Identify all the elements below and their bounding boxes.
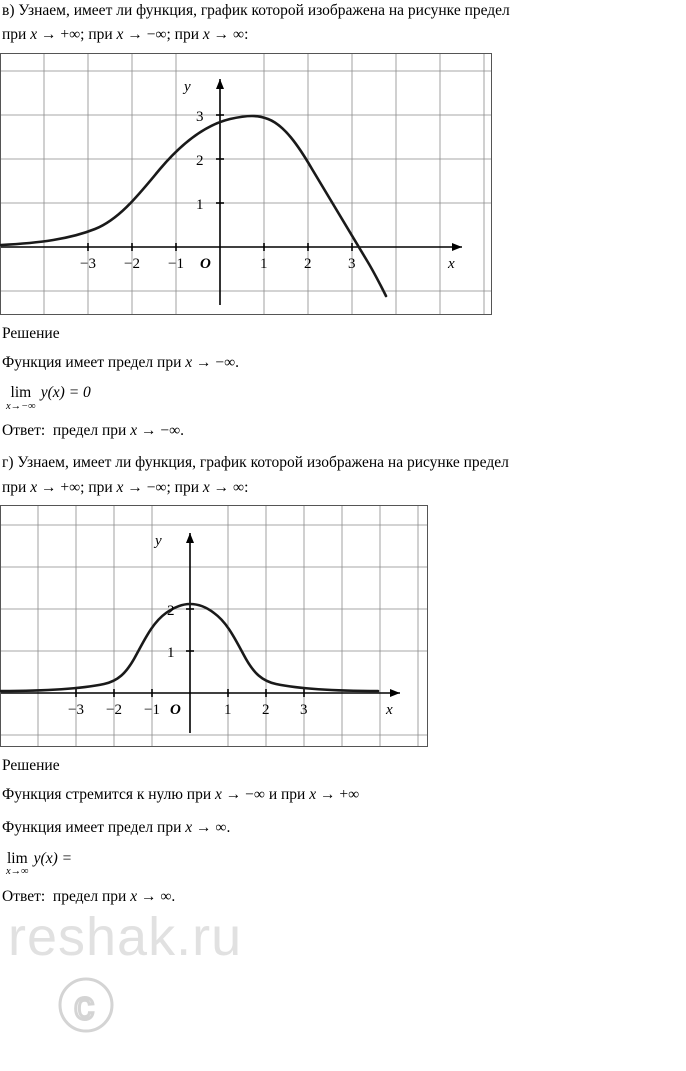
problem-v-line1: в) Узнаем, имеет ли функция, график которой изображена на рисунке предел: [2, 2, 510, 19]
xtick-3: 3: [348, 255, 356, 272]
ytick-1: 1: [167, 645, 175, 662]
solution-g-heading: Решение: [2, 757, 60, 775]
solution-v-line1: Функция имеет предел при x → −∞.: [2, 353, 240, 371]
xtick-3: 3: [300, 702, 308, 719]
solution-g-line1: Функция стремится к нулю при x → −∞ и при x → +∞: [2, 786, 360, 804]
solution-v-limit: [6, 384, 686, 412]
solution-v-heading: Решение: [2, 324, 60, 342]
limit-operator: lim x→∞: [6, 849, 29, 878]
problem-g-line2: при x → +∞; при x → −∞; при x → ∞:: [2, 478, 249, 496]
axis-x-label: x: [386, 702, 393, 719]
limit-expression: y(x) =: [33, 849, 73, 867]
axis-y-label: y: [184, 78, 191, 95]
problem-g-line1: г) Узнаем, имеет ли функция, график которой изображена на рисунке предел: [2, 454, 509, 472]
xtick-1: 1: [260, 255, 268, 272]
figure-v: [0, 53, 686, 315]
ytick-2: 2: [167, 603, 175, 620]
xtick-minus2: −2: [106, 702, 122, 719]
xtick-minus3: −3: [80, 255, 96, 272]
xtick-minus1: −1: [144, 702, 160, 719]
solution-g-limit: [6, 850, 686, 878]
limit-expression: y(x) = 0: [40, 384, 91, 402]
axis-y-label: y: [155, 533, 162, 550]
xtick-minus2: −2: [124, 255, 140, 272]
xtick-2: 2: [262, 702, 270, 719]
problem-v-line2: при x → +∞; при x → −∞; при x → ∞:: [2, 26, 249, 44]
ytick-3: 3: [196, 108, 204, 125]
origin-label: O: [170, 702, 181, 719]
solution-g-answer: Ответ: предел при x → ∞.: [2, 887, 176, 905]
xtick-minus1: −1: [168, 255, 184, 272]
axis-x-label: x: [448, 255, 455, 272]
origin-label: O: [200, 255, 211, 272]
xtick-minus3: −3: [68, 702, 84, 719]
limit-operator: lim x→−∞: [6, 384, 36, 412]
chart-v: [0, 53, 492, 315]
solution-g-line2: Функция имеет предел при x → ∞.: [2, 819, 231, 837]
watermark-text: reshak.ru: [8, 907, 243, 967]
ytick-2: 2: [196, 152, 204, 169]
watermark: [0, 905, 686, 1065]
xtick-2: 2: [304, 255, 312, 272]
solution-v-answer: Ответ: предел при x → −∞.: [2, 422, 185, 440]
ytick-1: 1: [196, 196, 204, 213]
figure-g: [0, 505, 686, 747]
xtick-1: 1: [224, 702, 232, 719]
watermark-copyright-icon: c: [74, 984, 94, 1028]
chart-g: [0, 505, 428, 747]
